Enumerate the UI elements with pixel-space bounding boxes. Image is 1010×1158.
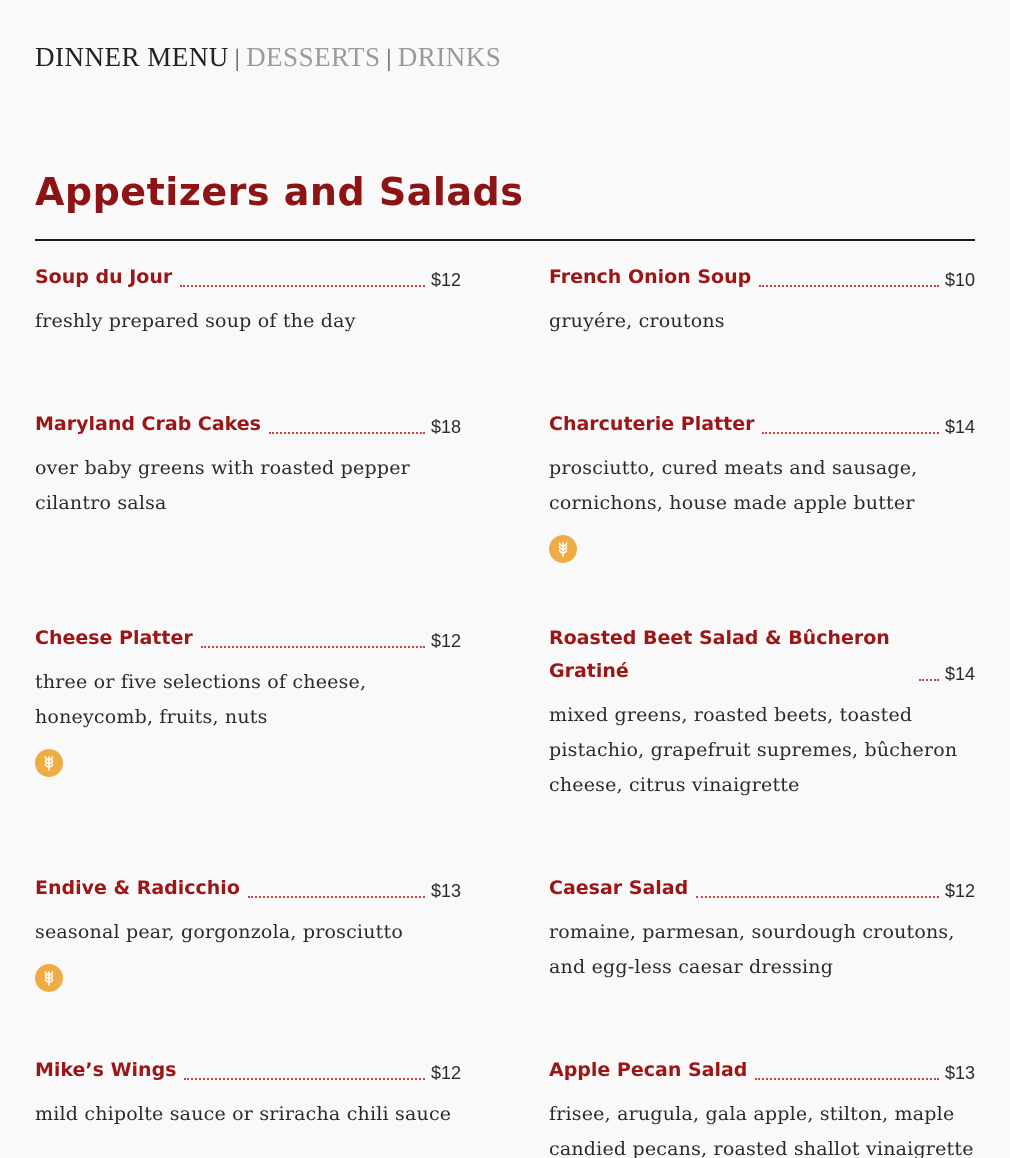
section-title: Appetizers and Salads — [35, 170, 524, 214]
dot-leader — [755, 1078, 939, 1080]
menu-item-name: French Onion Soup — [549, 266, 752, 288]
menu-item-price: $12 — [430, 1063, 461, 1083]
menu-item-name: Apple Pecan Salad — [549, 1059, 748, 1081]
menu-item-header — [35, 622, 461, 655]
menu-item-price: $13 — [430, 881, 461, 901]
menu-item-price: $12 — [430, 270, 461, 290]
nav-dinner-menu[interactable]: DINNER MENU — [35, 42, 229, 72]
menu-item-caesar-salad — [549, 872, 975, 985]
menu-item-name: Soup du Jour — [35, 266, 173, 288]
menu-item-description: three or five selections of cheese, honeycomb, fruits, nuts — [35, 671, 367, 728]
menu-item-name: Caesar Salad — [549, 877, 689, 899]
menu-item-header — [549, 1054, 975, 1087]
dot-leader — [201, 646, 425, 648]
menu-item-description: mixed greens, roasted beets, toasted pistachio, grapefruit supremes, bûcheron cheese, citrus vinaigrette — [549, 704, 958, 796]
dot-leader — [184, 1078, 424, 1080]
menu-item-price: $18 — [430, 417, 461, 437]
dot-leader — [696, 896, 939, 898]
menu-item-charcuterie-platter — [549, 408, 975, 563]
menu-item-french-onion-soup — [549, 261, 975, 339]
menu-item-description: freshly prepared soup of the day — [35, 310, 356, 332]
menu-item-name: Charcuterie Platter — [549, 413, 755, 435]
menu-nav — [35, 42, 501, 73]
nav-drinks[interactable]: DRINKS — [397, 42, 502, 72]
menu-item-maryland-crab-cakes — [35, 408, 461, 521]
menu-item-header — [549, 408, 975, 441]
menu-item-header — [35, 408, 461, 441]
nav-desserts[interactable]: DESSERTS — [246, 42, 381, 72]
menu-item-description: frisee, arugula, gala apple, stilton, maple candied pecans, roasted shallot vinaigrette — [549, 1103, 974, 1158]
menu-item-cheese-platter — [35, 622, 461, 777]
dot-leader — [248, 896, 425, 898]
menu-item-description: mild chipolte sauce or sriracha chili sauce — [35, 1103, 452, 1125]
menu-item-header — [549, 261, 975, 294]
menu-item-price: $13 — [944, 1063, 975, 1083]
menu-item-price: $14 — [944, 417, 975, 437]
menu-item-description: romaine, parmesan, sourdough croutons, and egg-less caesar dressing — [549, 921, 955, 978]
menu-item-header — [35, 872, 461, 905]
menu-item-name: Cheese Platter — [35, 627, 193, 649]
menu-item-description: over baby greens with roasted pepper cilantro salsa — [35, 457, 410, 514]
menu-item-description: prosciutto, cured meats and sausage, cornichons, house made apple butter — [549, 457, 918, 514]
menu-item-apple-pecan-salad — [549, 1054, 975, 1158]
menu-item-description: gruyére, croutons — [549, 310, 725, 332]
dot-leader — [180, 285, 425, 287]
dot-leader — [919, 679, 939, 681]
menu-item-mikes-wings — [35, 1054, 461, 1132]
wheat-icon — [35, 964, 63, 992]
wheat-icon — [549, 535, 577, 563]
nav-separator: | — [386, 46, 392, 72]
menu-item-name: Roasted Beet Salad & Bûcheron Gratiné — [549, 627, 890, 682]
menu-item-roasted-beet-salad — [549, 622, 975, 803]
dot-leader — [759, 285, 939, 287]
wheat-icon — [35, 749, 63, 777]
menu-item-header — [549, 622, 975, 688]
dot-leader — [269, 432, 425, 434]
menu-item-name: Endive & Radicchio — [35, 877, 240, 899]
menu-item-header — [549, 872, 975, 905]
menu-item-name: Mike’s Wings — [35, 1059, 177, 1081]
menu-item-endive-radicchio — [35, 872, 461, 992]
menu-item-header — [35, 1054, 461, 1087]
section-divider — [35, 239, 975, 241]
menu-item-price: $12 — [944, 881, 975, 901]
nav-separator: | — [234, 46, 241, 72]
dot-leader — [762, 432, 938, 434]
menu-item-header — [35, 261, 461, 294]
menu-item-price: $14 — [944, 664, 975, 684]
menu-item-price: $10 — [944, 270, 975, 290]
menu-item-name: Maryland Crab Cakes — [35, 413, 261, 435]
menu-item-description: seasonal pear, gorgonzola, prosciutto — [35, 921, 403, 943]
menu-item-soup-du-jour — [35, 261, 461, 339]
menu-item-price: $12 — [430, 631, 461, 651]
